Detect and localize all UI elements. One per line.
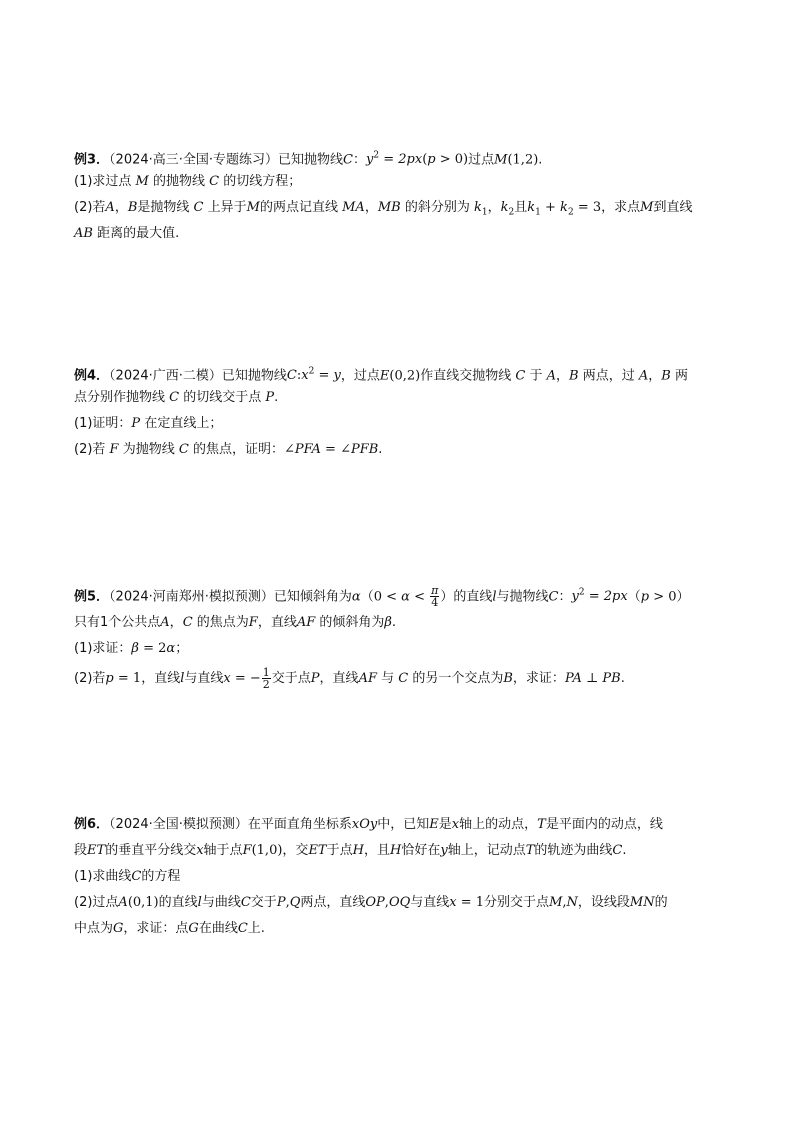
text: 的 bbox=[654, 895, 668, 910]
text: 的焦点为 bbox=[196, 615, 249, 630]
text: (2)若 bbox=[74, 200, 106, 215]
text: 交于 bbox=[250, 895, 277, 910]
text: 只有1个公共点 bbox=[74, 615, 161, 630]
text: . bbox=[622, 843, 627, 858]
text: 轴上，记动点 bbox=[447, 843, 526, 858]
text: ）的直线 bbox=[440, 589, 493, 605]
text: (1)求证： bbox=[74, 641, 132, 656]
example-6-stem-cont: 段ET的垂直平分线交x轴于点F(1,0)，交ET于点H，且H恰好在y轴上，记动点T的轨迹为曲线C. bbox=[74, 843, 627, 858]
example-label: 例4． bbox=[74, 368, 110, 384]
text: . bbox=[378, 442, 383, 457]
text: ， bbox=[487, 200, 501, 215]
text: ，设线段 bbox=[577, 895, 630, 910]
text: 与直线 bbox=[184, 671, 224, 686]
text: ， bbox=[364, 200, 378, 215]
example-6 bbox=[74, 812, 724, 942]
text: 作直线交抛物线 bbox=[420, 368, 512, 384]
text: 且 bbox=[514, 200, 528, 215]
text: (1)求过点 bbox=[74, 174, 132, 189]
source-tag: （2024·广西·二模） bbox=[109, 368, 222, 384]
formula: 0 < α < bbox=[373, 589, 430, 605]
example-3-q2-cont: AB 距离的最大值. bbox=[74, 226, 180, 241]
text: (1)求曲线 bbox=[74, 869, 132, 884]
text: ，求证：点 bbox=[123, 921, 189, 936]
text: 的斜分别为 bbox=[404, 200, 470, 215]
text: ： bbox=[353, 152, 367, 168]
text: 于 bbox=[529, 368, 543, 384]
text: 于点 bbox=[326, 843, 353, 858]
text: 分别交于点 bbox=[484, 895, 550, 910]
text: 的抛物线 bbox=[153, 174, 206, 189]
formula: ∠PFA = ∠PFB bbox=[283, 442, 379, 457]
text: ，求证： bbox=[512, 671, 565, 686]
formula: (1,2) bbox=[507, 152, 539, 168]
text: 两点，直线 bbox=[300, 895, 366, 910]
example-4-stem-cont: 点分别作抛物线 C 的切线交于点 P. bbox=[74, 390, 279, 405]
example-3-q2: (2)若A，B是抛物线 C 上异于M的两点记直线 MA，MB 的斜分别为 $k_1$，$k_2$且$k_1 + k_2 = 3$，求点M到直线 bbox=[74, 200, 693, 218]
source-tag: （2024·高三·全国·专题练习） bbox=[109, 152, 279, 168]
text: 到直线 bbox=[653, 200, 693, 215]
text: 轴上的动点， bbox=[459, 817, 538, 832]
text: ，直线 bbox=[257, 615, 297, 630]
fraction: $\frac{1}{2}$ bbox=[262, 666, 270, 691]
text: 与直线 bbox=[410, 895, 450, 910]
example-6-stem: 例6．（2024·全国·模拟预测）在平面直角坐标系xOy中，已知E是x轴上的动点，T是平面内的动点，线 bbox=[74, 817, 663, 832]
text: ，直线 bbox=[319, 671, 359, 686]
text: . bbox=[620, 671, 625, 686]
text: 与抛物线 bbox=[496, 589, 549, 605]
text: 段 bbox=[74, 843, 88, 858]
text: 已知抛物线 bbox=[278, 152, 344, 168]
text: (2)若 bbox=[74, 442, 106, 457]
text: 轴于点 bbox=[203, 843, 243, 858]
text: 交于点 bbox=[271, 671, 311, 686]
example-5-q2: (2)若p = 1，直线l与直线x = − $\frac{1}{2}$ 交于点P，直线AF 与 C 的另一个交点为B，求证：PA ⊥ PB. bbox=[74, 666, 625, 691]
example-3-q1: (1)求过点 M 的抛物线 C 的切线方程； bbox=[74, 174, 302, 189]
text: （ bbox=[360, 589, 374, 605]
text: 与曲线 bbox=[201, 895, 241, 910]
text: 两 bbox=[674, 368, 688, 384]
example-label: 例6． bbox=[74, 817, 110, 832]
example-3-stem: 例3．（2024·高三·全国·专题练习）已知抛物线C：$y^2 = 2px(p > 0)$过点M(1,2). bbox=[74, 151, 543, 168]
text: 为抛物线 bbox=[122, 442, 175, 457]
text: 的轨迹为曲线 bbox=[534, 843, 613, 858]
text: ，交 bbox=[282, 843, 309, 858]
text: ，过点 bbox=[340, 368, 380, 384]
text: ， bbox=[556, 368, 570, 384]
text: (1)证明： bbox=[74, 416, 132, 431]
text: ，且 bbox=[363, 843, 390, 858]
example-6-q2: (2)过点A(0,1)的直线l与曲线C交于P,Q两点，直线OP,OQ与直线x = 1分别交于点M,N，设线段MN的 bbox=[74, 895, 668, 910]
fraction: $\frac{\pi}{4}$ bbox=[431, 584, 439, 610]
text: 的倾斜角为 bbox=[319, 615, 385, 630]
source-tag: （2024·全国·模拟预测） bbox=[109, 817, 248, 832]
example-5 bbox=[74, 576, 724, 696]
example-4-q1: (1)证明：P 在定直线上； bbox=[74, 416, 223, 431]
text: 在曲线 bbox=[198, 921, 238, 936]
text: 的方程 bbox=[141, 869, 181, 884]
text: 上异于 bbox=[207, 200, 247, 215]
text: 两点，过 bbox=[582, 368, 635, 384]
text: ； bbox=[175, 641, 189, 656]
text: ，求点 bbox=[601, 200, 641, 215]
example-6-q1: (1)求曲线C的方程 bbox=[74, 869, 181, 884]
text: 的直线 bbox=[158, 895, 198, 910]
text: . bbox=[391, 615, 397, 630]
example-4-q2: (2)若 F 为抛物线 C 的焦点，证明：∠PFA = ∠PFB. bbox=[74, 442, 383, 457]
example-5-q1: (1)求证：β = 2α； bbox=[74, 641, 189, 656]
text: 是抛物线 bbox=[137, 200, 190, 215]
source-tag: （2024·河南郑州·模拟预测） bbox=[109, 589, 274, 605]
text: 过点 bbox=[468, 152, 495, 168]
text: 点分别作抛物线 bbox=[74, 390, 166, 405]
text: 的焦点，证明： bbox=[192, 442, 284, 457]
formula: $C:x^2 = y$ bbox=[286, 367, 341, 384]
text: 的切线方程； bbox=[223, 174, 302, 189]
text: 的垂直平分线交 bbox=[105, 843, 197, 858]
text: 的切线交于点 bbox=[183, 390, 262, 405]
text: ， bbox=[648, 368, 662, 384]
text: （ bbox=[627, 589, 641, 605]
example-4 bbox=[74, 359, 724, 463]
text: 中点为 bbox=[74, 921, 114, 936]
text: . bbox=[274, 390, 279, 405]
text: 已知抛物线 bbox=[221, 368, 287, 384]
example-5-stem: 例5．（2024·河南郑州·模拟预测）已知倾斜角为α（0 < α < $\frac{\pi}{4}$ ）的直线l与抛物线C：$y^2 = 2px(p > 0)$ bbox=[74, 584, 690, 610]
example-label: 例5． bbox=[74, 589, 110, 605]
text: 的另一个交点为 bbox=[412, 671, 504, 686]
text: ： bbox=[558, 589, 572, 605]
text: 距离的最大值. bbox=[97, 226, 180, 241]
text: ， bbox=[169, 615, 183, 630]
text: 在平面直角坐标系 bbox=[247, 817, 352, 832]
text: 与 bbox=[381, 671, 395, 686]
text: ，直线 bbox=[141, 671, 181, 686]
text: 是平面内的动点，线 bbox=[545, 817, 663, 832]
example-5-stem-cont: 只有1个公共点A，C 的焦点为F，直线AF 的倾斜角为β. bbox=[74, 615, 397, 630]
text: ） bbox=[676, 589, 690, 605]
formula: $y^2 = 2px(p > 0)$ bbox=[366, 151, 469, 168]
text: 的两点记直线 bbox=[259, 200, 338, 215]
example-4-stem: 例4．（2024·广西·二模）已知抛物线$C:x^2 = y$，过点E(0,2)作直线交抛物线 C 于 A，B 两点，过 A，B 两 bbox=[74, 367, 688, 384]
text: ， bbox=[114, 200, 128, 215]
text: (2)过点 bbox=[74, 895, 119, 910]
text: 在定直线上； bbox=[144, 416, 223, 431]
example-3 bbox=[74, 143, 724, 247]
text: 中，已知 bbox=[377, 817, 430, 832]
text: (2)若 bbox=[74, 671, 106, 686]
text: 已知倾斜角为 bbox=[273, 589, 352, 605]
text: 恰好在 bbox=[401, 843, 441, 858]
text: 是 bbox=[438, 817, 452, 832]
example-6-q2-cont: 中点为G，求证：点G在曲线C上. bbox=[74, 921, 265, 936]
example-label: 例3． bbox=[74, 152, 110, 168]
text: 上. bbox=[247, 921, 265, 936]
